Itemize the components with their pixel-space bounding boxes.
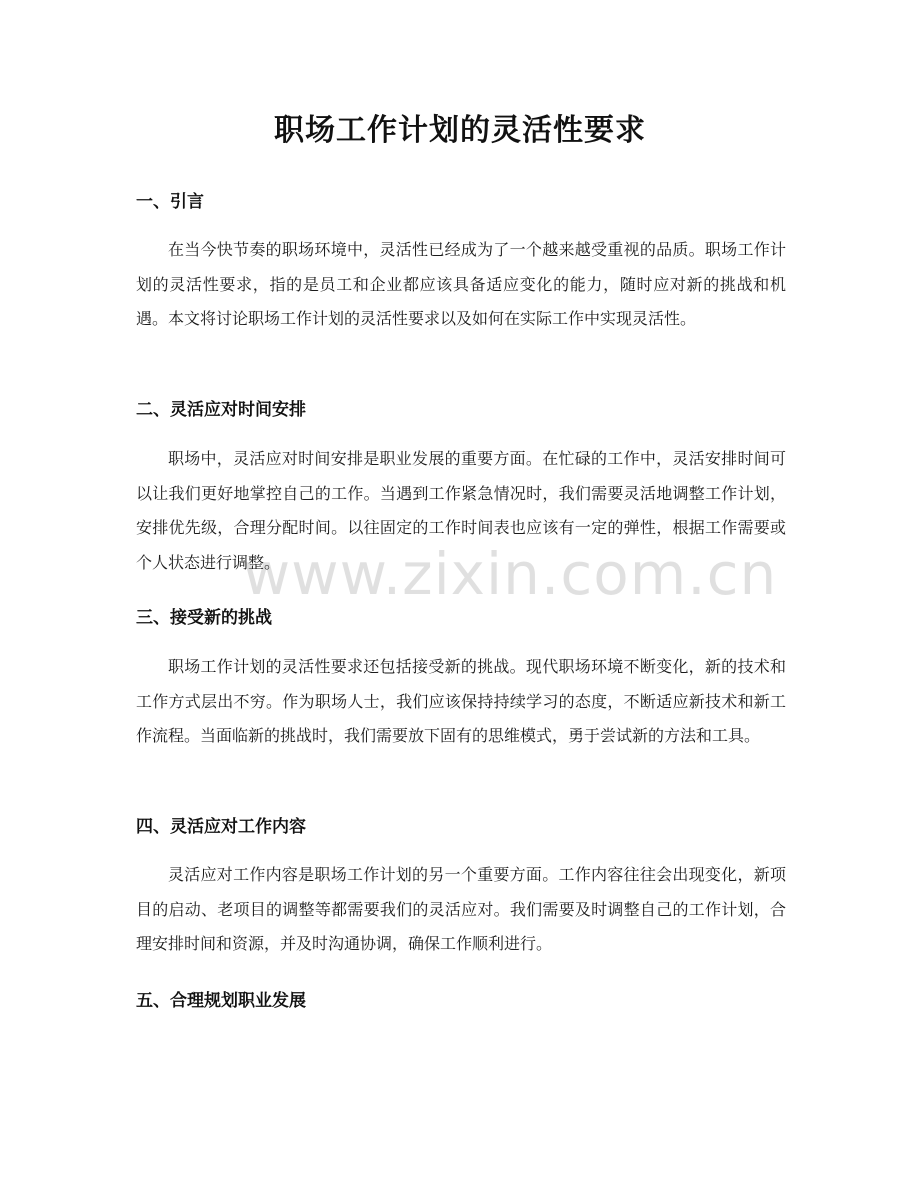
section-heading-career-planning: 五、合理规划职业发展: [136, 991, 306, 1011]
section-paragraph-work-content: 灵活应对工作内容是职场工作计划的另一个重要方面。工作内容往往会出现变化，新项目的启动、老项目的调整等都需要我们的灵活应对。我们需要及时调整自己的工作计划，合理安排时间和资源，并及时沟通协调，确保工作顺利进行。: [136, 865, 786, 953]
section-paragraph-new-challenges: 职场工作计划的灵活性要求还包括接受新的挑战。现代职场环境不断变化，新的技术和工作方式层出不穷。作为职场人士，我们应该保持持续学习的态度，不断适应新技术和新工作流程。当面临新的挑战时，我们需要放下固有的思维模式，勇于尝试新的方法和工具。: [136, 657, 786, 745]
section-paragraph-time-arrangement: 职场中，灵活应对时间安排是职业发展的重要方面。在忙碌的工作中，灵活安排时间可以让我们更好地掌控自己的工作。当遇到工作紧急情况时，我们需要灵活地调整工作计划，安排优先级，合理分配时间。以往固定的工作时间表也应该有一定的弹性，根据工作需要或个人状态进行调整。: [136, 449, 786, 572]
section-heading-new-challenges: 三、接受新的挑战: [136, 608, 272, 628]
section-heading-time-arrangement: 二、灵活应对时间安排: [136, 400, 306, 420]
watermark-text: www.zixin.com.cn: [242, 540, 778, 608]
page-title: 职场工作计划的灵活性要求: [274, 113, 646, 148]
section-paragraph-introduction: 在当今快节奏的职场环境中，灵活性已经成为了一个越来越受重视的品质。职场工作计划的灵活性要求，指的是员工和企业都应该具备适应变化的能力，随时应对新的挑战和机遇。本文将讨论职场工作计划的灵活性要求以及如何在实际工作中实现灵活性。: [136, 240, 786, 328]
section-heading-introduction: 一、引言: [136, 192, 204, 212]
section-heading-work-content: 四、灵活应对工作内容: [136, 817, 306, 837]
